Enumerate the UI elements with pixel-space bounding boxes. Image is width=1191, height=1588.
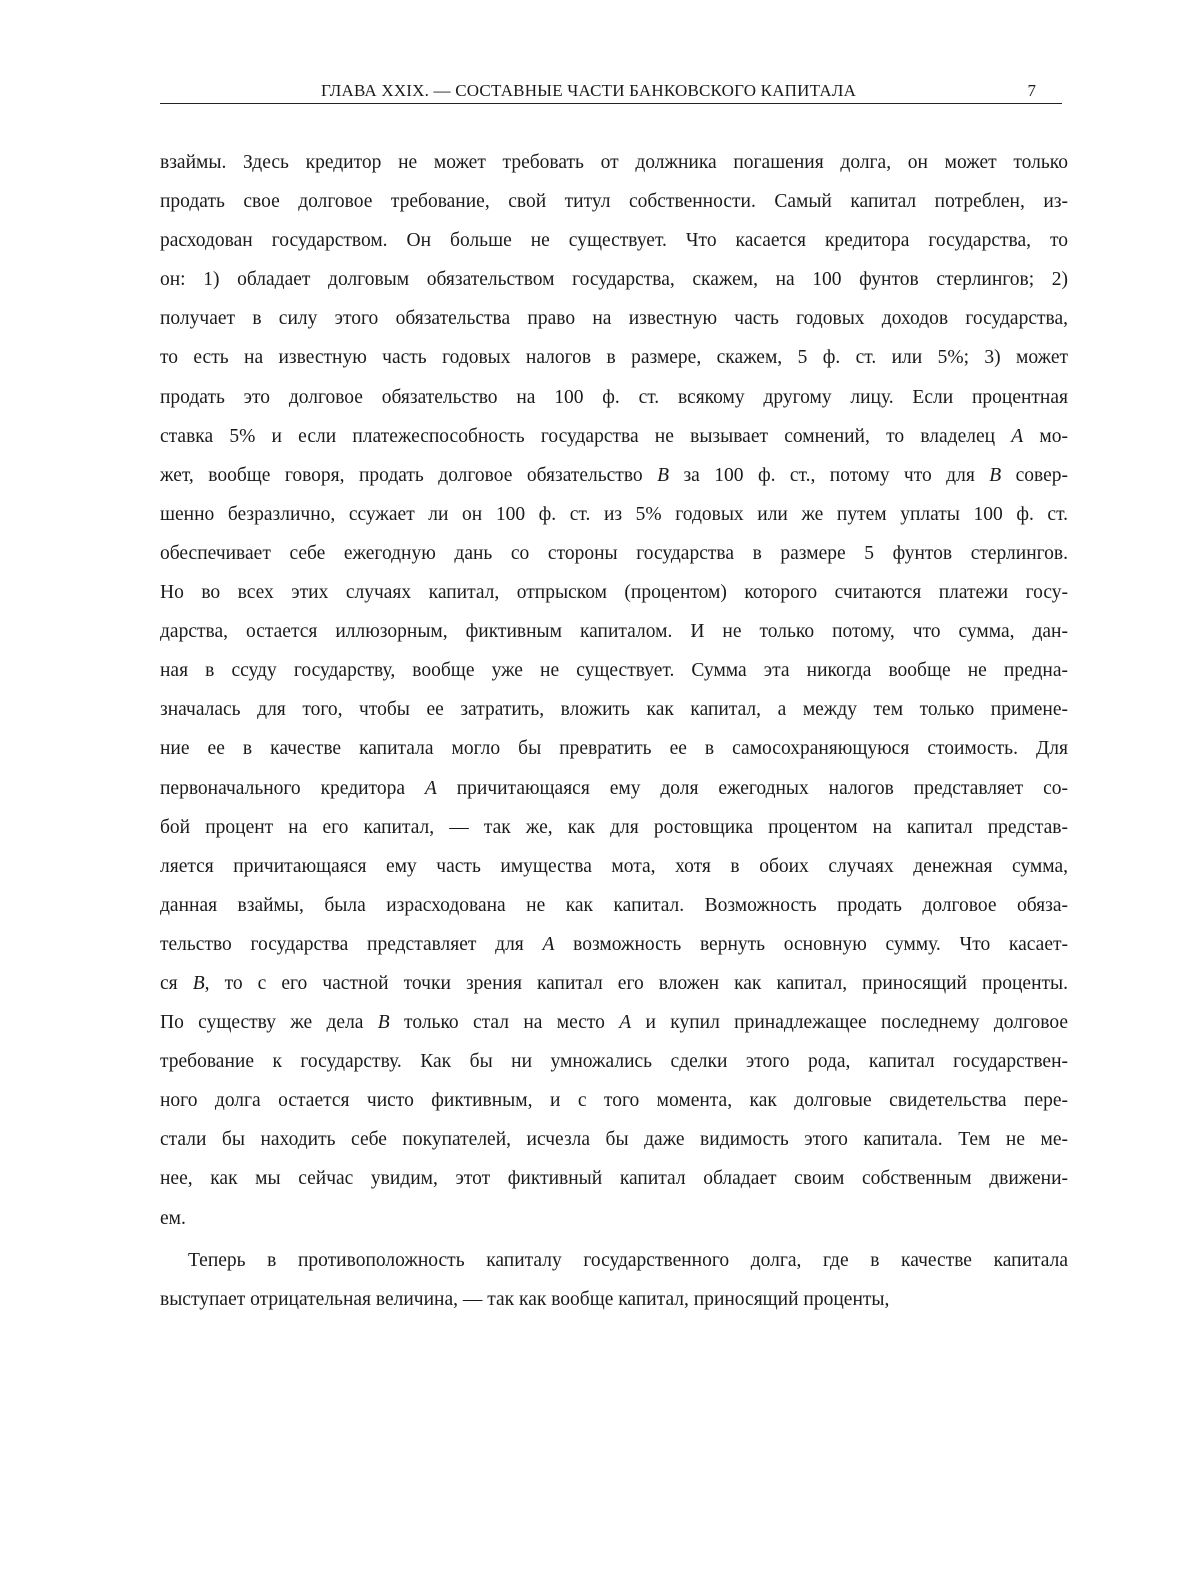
text-line: стали бы находить себе покупателей, исчезла бы даже видимость этого капитала. Тем не ме- (160, 1129, 1068, 1151)
text-line: шенно безразлично, ссужает ли он 100 ф. ст. из 5% годовых или же путем уплаты 100 ф. ст. (160, 503, 1068, 525)
text-line: продать свое долговое требование, свой титул собственности. Самый капитал потреблен, из- (160, 191, 1068, 213)
text-line: жет, вообще говоря, продать долговое обязательство В за 100 ф. ст., потому что для В совер- (160, 464, 1068, 486)
body-text (160, 143, 1068, 1319)
text-line: дарства, остается иллюзорным, фиктивным капиталом. И не только потому, что сумма, дан- (160, 621, 1068, 643)
text-line: взаймы. Здесь кредитор не может требовать от должника погашения долга, он может только (160, 152, 1068, 173)
text-line: то есть на известную часть годовых налогов в размере, скажем, 5 ф. ст. или 5%; 3) может (160, 347, 1068, 369)
text-line: обеспечивает себе ежегодную дань со стороны государства в размере 5 фунтов стерлингов. (160, 542, 1068, 564)
page-number: 7 (1027, 81, 1036, 100)
text-line: ляется причитающаяся ему часть имущества мота, хотя в обоих случаях денежная сумма, (160, 855, 1068, 877)
text-line: требование к государству. Как бы ни умножались сделки этого рода, капитал государствен- (160, 1051, 1068, 1073)
text-line: продать это долговое обязательство на 100 ф. ст. всякому другому лицу. Если процентная (160, 386, 1068, 408)
running-header (160, 79, 1062, 104)
text-line: он: 1) обладает долговым обязательством государства, скажем, на 100 фунтов стерлингов; 2) (160, 269, 1068, 291)
text-line: расходован государством. Он больше не существует. Что касается кредитора государства, то (160, 230, 1068, 252)
text-line: нее, как мы сейчас увидим, этот фиктивный капитал обладает своим собственным движени- (160, 1168, 1068, 1190)
text-line: значалась для того, чтобы ее затратить, вложить как капитал, а между тем только примене- (160, 699, 1068, 721)
text-line: тельство государства представляет для А возможность вернуть основную сумму. Что касает- (160, 933, 1068, 955)
chapter-title: ГЛАВА XXIX. — СОСТАВНЫЕ ЧАСТИ БАНКОВСКОГО КАПИТАЛА (321, 81, 857, 100)
text-line: ного долга остается чисто фиктивным, и с того момента, как долговые свидетельства пере- (160, 1090, 1068, 1112)
text-line: выступает отрицательная величина, — так как вообще капитал, приносящий проценты, (160, 1288, 890, 1310)
text-line: первоначального кредитора А причитающаяся ему доля ежегодных налогов представляет со- (160, 777, 1068, 799)
text-line: Теперь в противоположность капиталу государственного долга, где в качестве капитала (188, 1249, 1068, 1271)
text-line: Но во всех этих случаях капитал, отпрыском (процентом) которого считаются платежи госу- (160, 582, 1068, 604)
paragraph (160, 143, 1068, 1238)
text-line: бой процент на его капитал, — так же, как для ростовщика процентом на капитал представ- (160, 816, 1068, 838)
paragraph (160, 1241, 1068, 1319)
text-line: По существу же дела В только стал на место А и купил принадлежащее последнему долговое (160, 1012, 1069, 1034)
text-line: ем. (160, 1207, 186, 1229)
text-line: данная взаймы, была израсходована не как капитал. Возможность продать долговое обяза- (160, 894, 1068, 916)
text-line: ставка 5% и если платежеспособность государства не вызывает сомнений, то владелец А мо- (160, 425, 1068, 447)
text-line: ная в ссуду государству, вообще уже не существует. Сумма эта никогда вообще не предна- (160, 660, 1068, 682)
text-line: получает в силу этого обязательства право на известную часть годовых доходов государства, (160, 308, 1068, 330)
text-line: ся В, то с его частной точки зрения капитал его вложен как капитал, приносящий проценты. (160, 972, 1069, 994)
text-line: ние ее в качестве капитала могло бы превратить ее в самосохраняющуюся стоимость. Для (160, 738, 1068, 760)
